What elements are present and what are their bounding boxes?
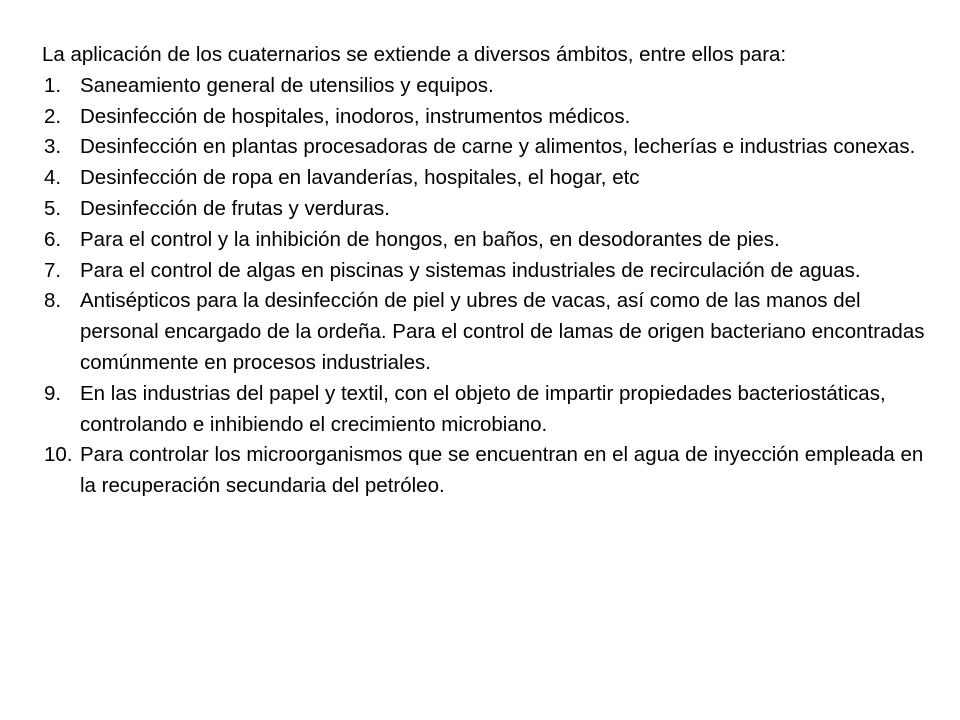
list-item-text: Saneamiento general de utensilios y equipos. <box>80 73 494 97</box>
list-item-number: 4. <box>44 166 62 190</box>
list-item-number: 2. <box>44 104 62 128</box>
list-item <box>42 440 930 502</box>
list-item-text: En las industrias del papel y textil, con el objeto de impartir propiedades bacteriostáticas, controlando e inhibiendo el crecimiento microbiano. <box>80 381 886 436</box>
list-item-text: Desinfección de frutas y verduras. <box>80 196 390 220</box>
list-item-text: Antisépticos para la desinfección de piel y ubres de vacas, así como de las manos del personal encargado de la ordeña. Para el control de lamas de origen bacteriano encontradas comúnmente en procesos industriales. <box>80 289 925 374</box>
intro-text: La aplicación de los cuaternarios se extiende a diversos ámbitos, entre ellos para: <box>42 43 787 66</box>
list-item <box>42 71 930 102</box>
list-item-number: 9. <box>44 381 62 405</box>
list-item-number: 7. <box>44 258 62 282</box>
list-item-number: 1. <box>44 73 62 97</box>
list-item <box>42 194 930 225</box>
list-item <box>42 225 930 256</box>
list-item <box>42 286 930 378</box>
list-item-number: 3. <box>44 135 62 159</box>
list-item <box>42 102 930 133</box>
list-item-text: Para el control de algas en piscinas y sistemas industriales de recirculación de aguas. <box>80 258 861 282</box>
list-item <box>42 379 930 441</box>
list-item-text: Desinfección de hospitales, inodoros, instrumentos médicos. <box>80 104 631 128</box>
list-item-text: Desinfección en plantas procesadoras de carne y alimentos, lecherías e industrias conexas. <box>80 135 916 159</box>
list-item-text: Para controlar los microorganismos que se encuentran en el agua de inyección empleada en la recuperación secundaria del petróleo. <box>80 443 924 498</box>
slide-body <box>42 40 930 502</box>
list-item-text: Para el control y la inhibición de hongos, en baños, en desodorantes de pies. <box>80 227 780 251</box>
list-item-number: 6. <box>44 227 62 251</box>
list-item <box>42 256 930 287</box>
list-item-text: Desinfección de ropa en lavanderías, hospitales, el hogar, etc <box>80 166 640 190</box>
applications-list <box>42 71 930 502</box>
list-item <box>42 163 930 194</box>
list-item-number: 8. <box>44 289 62 313</box>
list-item-number: 10. <box>44 443 73 467</box>
list-item-number: 5. <box>44 196 62 220</box>
list-item <box>42 132 930 163</box>
